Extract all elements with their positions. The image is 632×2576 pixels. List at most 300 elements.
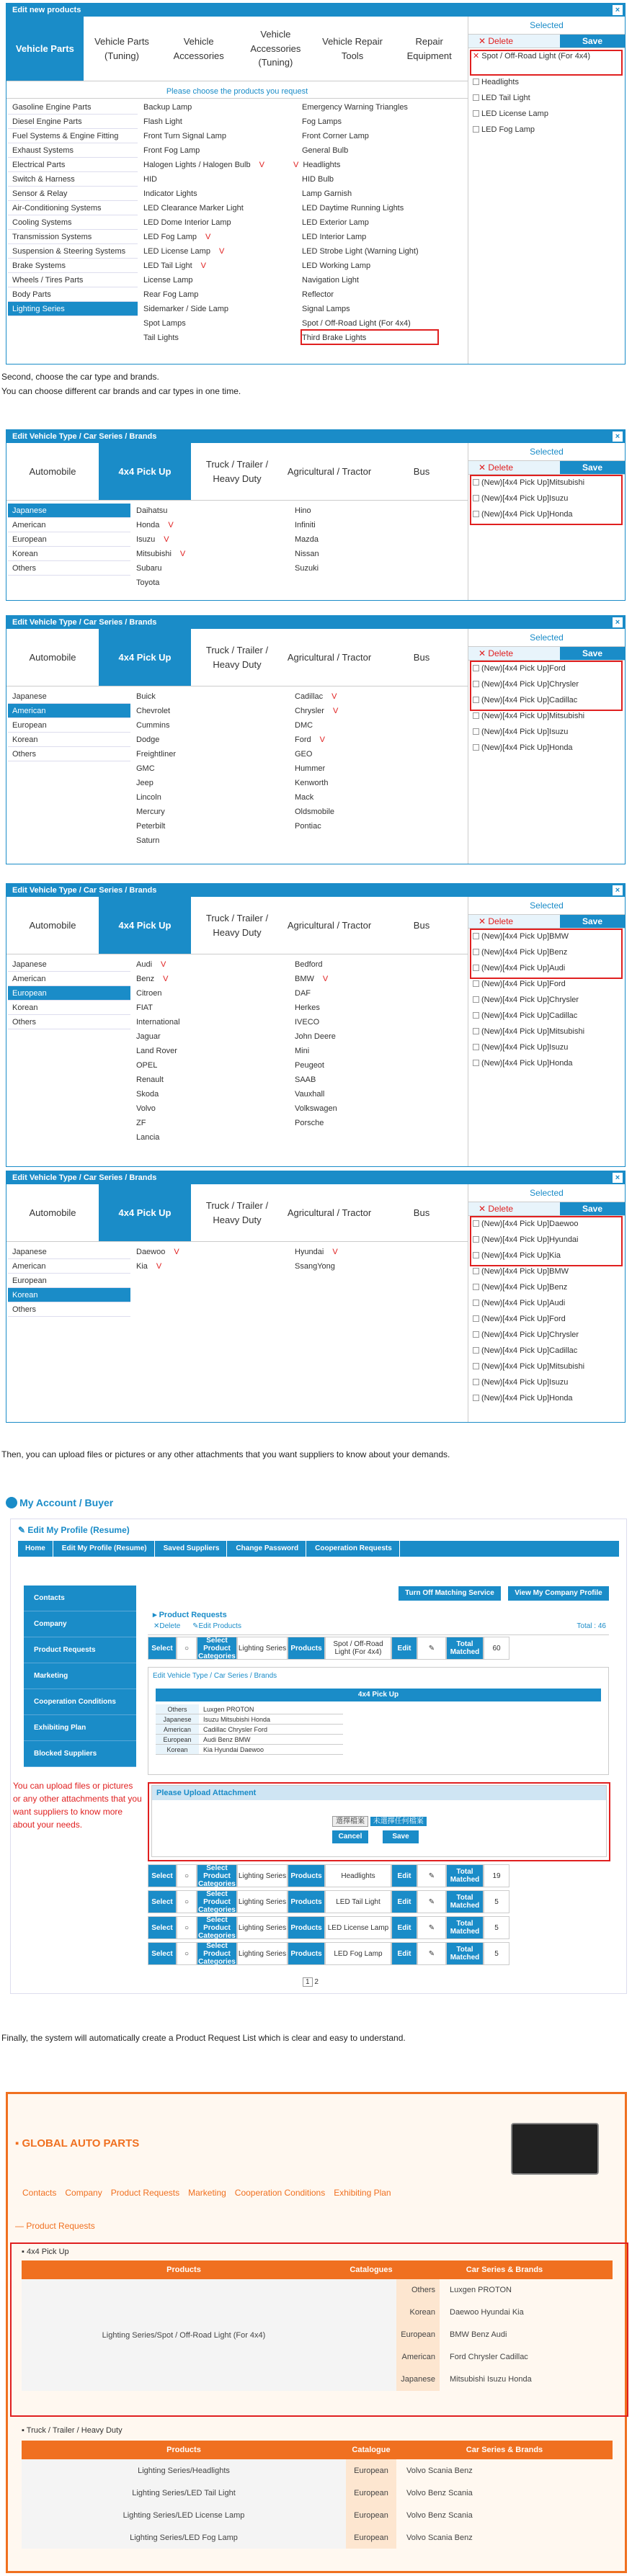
region-item[interactable]: Others <box>8 747 130 761</box>
brand-item[interactable] <box>136 532 288 547</box>
brand-item[interactable] <box>136 833 288 848</box>
brand-item[interactable] <box>136 689 288 704</box>
brand-item[interactable] <box>136 1116 288 1130</box>
close-icon[interactable]: × <box>613 5 623 15</box>
product-item[interactable] <box>143 215 302 230</box>
product-item[interactable] <box>302 115 468 129</box>
brand-label: Freightliner <box>136 750 177 759</box>
checkbox[interactable] <box>473 79 479 85</box>
select-categories-button[interactable]: Select Product Categories <box>197 1890 237 1913</box>
product-requests-heading: Product Requests <box>26 2221 95 2231</box>
brand-item[interactable] <box>136 1087 288 1101</box>
product-item[interactable] <box>302 230 468 244</box>
category-tabs <box>6 17 468 81</box>
product-item[interactable] <box>143 259 302 273</box>
tab-vehicle-type[interactable]: Agricultural / Tractor <box>287 1207 372 1218</box>
selected-item[interactable] <box>468 1343 625 1359</box>
region-item[interactable]: American <box>8 704 130 718</box>
brand-item[interactable] <box>295 733 446 747</box>
brand-item[interactable] <box>295 819 446 833</box>
upload-callout: You can upload files or pictures or any other attachments that you want suppliers to know more about your needs. <box>13 1781 142 1830</box>
tab-vehicle-type[interactable]: Bus <box>413 919 430 931</box>
product-label: HID <box>143 175 157 184</box>
edit-button[interactable]: Edit <box>391 1637 417 1660</box>
product-item[interactable] <box>302 287 468 302</box>
category-item[interactable]: Brake Systems <box>8 259 138 273</box>
region-item[interactable]: European <box>8 1274 130 1288</box>
category-item[interactable]: Fuel Systems & Engine Fitting <box>8 129 138 143</box>
delete-button[interactable]: ✕ Delete <box>479 648 514 658</box>
region-item[interactable]: Korean <box>8 1001 130 1015</box>
product-item[interactable] <box>302 172 468 187</box>
tab-vehicle-type[interactable]: 4x4 Pick Up <box>99 629 191 686</box>
product-item[interactable] <box>302 302 468 316</box>
brand-item[interactable] <box>136 790 288 805</box>
category-item[interactable]: Transmission Systems <box>8 230 138 244</box>
brand-item[interactable] <box>295 986 446 1001</box>
product-item[interactable] <box>302 215 468 230</box>
product-item[interactable] <box>293 158 468 172</box>
checkbox[interactable] <box>473 1347 479 1354</box>
brand-item[interactable] <box>136 1044 288 1058</box>
selected-item[interactable] <box>468 1008 625 1024</box>
category-item[interactable]: Wheels / Tires Parts <box>8 273 138 287</box>
selected-label: (New)[4x4 Pick Up]Ford <box>481 980 566 988</box>
brand-item[interactable] <box>136 547 288 561</box>
total-matched-label: Total Matched <box>446 1637 484 1660</box>
edit-products-link[interactable]: ✎Edit Products <box>192 1622 241 1630</box>
tab-vehicle-type[interactable]: Automobile <box>29 465 76 477</box>
brand-item[interactable] <box>136 819 288 833</box>
tab-vehicle-type[interactable]: Bus <box>413 1207 430 1218</box>
selected-item[interactable] <box>468 1039 625 1055</box>
checkbox[interactable] <box>473 1363 479 1369</box>
remove-icon[interactable]: ✕ <box>473 52 482 61</box>
select-button[interactable]: Select <box>148 1864 177 1887</box>
total-matched-label: Total Matched <box>446 1916 484 1939</box>
tab-vehicle-type[interactable]: Bus <box>413 465 430 477</box>
product-item[interactable] <box>143 287 302 302</box>
brand-item[interactable] <box>295 704 446 718</box>
save-button[interactable]: Save <box>560 35 625 48</box>
company-nav-item[interactable]: Cooperation Conditions <box>234 2188 326 2198</box>
tab-vehicle-type[interactable]: 4x4 Pick Up <box>99 1184 191 1241</box>
brand-item[interactable] <box>136 576 288 590</box>
category-item[interactable]: Air-Conditioning Systems <box>8 201 138 215</box>
nav-item[interactable]: Change Password <box>228 1541 306 1557</box>
selected-label: (New)[4x4 Pick Up]Cadillac <box>481 696 578 705</box>
brand-label: ZF <box>136 1119 146 1127</box>
category-item[interactable]: Body Parts <box>8 287 138 302</box>
region-item[interactable]: American <box>8 972 130 986</box>
selected-item[interactable] <box>468 1359 625 1374</box>
select-button[interactable]: Select <box>148 1916 177 1939</box>
brand-item[interactable] <box>295 1101 446 1116</box>
checkbox[interactable] <box>473 126 479 133</box>
close-icon[interactable]: × <box>613 1173 623 1183</box>
region-item[interactable]: American <box>8 1259 130 1274</box>
product-label: License Lamp <box>143 276 193 285</box>
selected-item[interactable] <box>468 1374 625 1390</box>
region-item[interactable]: Others <box>8 1015 130 1029</box>
brand-item[interactable] <box>136 504 288 518</box>
region-item[interactable]: Japanese <box>8 957 130 972</box>
selected-item[interactable] <box>468 106 625 122</box>
tab-vehicle-accessories-tuning[interactable]: Vehicle Accessories (Tuning) <box>250 29 301 68</box>
checkbox[interactable]: ○ <box>177 1942 197 1965</box>
selected-label: (New)[4x4 Pick Up]Benz <box>481 1283 568 1292</box>
selected-item[interactable] <box>468 1327 625 1343</box>
brand-item[interactable] <box>136 1130 288 1145</box>
product-item[interactable] <box>302 316 468 331</box>
product-requests-heading: ▸ Product Requests <box>153 1611 227 1619</box>
product-item[interactable] <box>302 201 468 215</box>
checkbox[interactable] <box>473 1395 479 1401</box>
brand-item[interactable] <box>295 1073 446 1087</box>
category-item[interactable]: Exhaust Systems <box>8 143 138 158</box>
product-item[interactable] <box>302 244 468 259</box>
brand-item[interactable] <box>136 1001 288 1015</box>
edit-button[interactable]: Edit <box>391 1942 417 1965</box>
selected-item[interactable] <box>468 1390 625 1406</box>
select-categories-button[interactable]: Select Product Categories <box>197 1637 237 1660</box>
brand-item[interactable] <box>295 532 446 547</box>
company-nav-item[interactable]: Product Requests <box>110 2188 180 2198</box>
checkbox[interactable] <box>473 712 479 719</box>
brand-item[interactable] <box>295 1058 446 1073</box>
selected-item[interactable] <box>468 90 625 106</box>
page-1[interactable]: 1 <box>303 1977 313 1987</box>
brand-item[interactable] <box>136 733 288 747</box>
checkbox[interactable]: ○ <box>177 1864 197 1887</box>
checkbox[interactable] <box>473 980 479 987</box>
checkbox[interactable] <box>473 1012 479 1019</box>
brand-item[interactable] <box>295 1259 446 1274</box>
product-item[interactable] <box>143 158 302 172</box>
brand-item[interactable] <box>136 805 288 819</box>
checkbox[interactable] <box>473 1284 479 1290</box>
tab-vehicle-repair-tools[interactable]: Vehicle Repair Tools <box>322 36 383 61</box>
close-icon[interactable]: × <box>613 617 623 627</box>
tab-vehicle-type[interactable]: Automobile <box>29 919 76 931</box>
save-button[interactable]: Save <box>560 461 625 474</box>
selected-item[interactable] <box>468 74 625 90</box>
close-icon[interactable]: × <box>613 885 623 895</box>
nav-item[interactable]: Edit My Profile (Resume) <box>55 1541 155 1557</box>
brand-item[interactable] <box>295 1015 446 1029</box>
region-item[interactable]: American <box>8 518 130 532</box>
view-company-profile-button[interactable]: View My Company Profile <box>508 1586 609 1601</box>
product-item[interactable] <box>302 129 468 143</box>
checkbox[interactable] <box>473 1060 479 1066</box>
brand-item[interactable] <box>295 805 446 819</box>
product-item[interactable] <box>143 273 302 287</box>
edit-vehicle-link[interactable]: Edit Vehicle Type / Car Series / Brands <box>153 1672 277 1680</box>
tab-vehicle-type[interactable]: Truck / Trailer / Heavy Duty <box>205 913 269 938</box>
selected-label: (New)[4x4 Pick Up]Honda <box>481 1394 573 1403</box>
select-categories-button[interactable]: Select Product Categories <box>197 1916 237 1939</box>
selected-item[interactable] <box>468 1024 625 1039</box>
sidebar-item[interactable]: Company <box>24 1611 136 1637</box>
edit-icon[interactable]: ✎ <box>417 1864 446 1887</box>
selected-item[interactable] <box>468 1279 625 1295</box>
sidebar-item[interactable]: Blocked Suppliers <box>24 1741 136 1767</box>
brand-item[interactable] <box>136 957 288 972</box>
brand-label: Jaguar <box>136 1032 161 1041</box>
nav-item[interactable]: Saved Suppliers <box>156 1541 228 1557</box>
vehicle-tabs <box>6 629 468 687</box>
delete-button[interactable]: ✕ Delete <box>479 916 514 926</box>
brand-item[interactable] <box>295 1001 446 1015</box>
brand-item[interactable] <box>295 790 446 805</box>
brand-label: Hino <box>295 506 311 515</box>
delete-button[interactable]: ✕ Delete <box>479 36 514 46</box>
edit-icon[interactable]: ✎ <box>417 1942 446 1965</box>
sidebar-item[interactable]: Cooperation Conditions <box>24 1689 136 1715</box>
company-nav-item[interactable]: Company <box>65 2188 102 2198</box>
tab-vehicle-type[interactable]: Truck / Trailer / Heavy Duty <box>205 645 269 670</box>
category-item[interactable]: Diesel Engine Parts <box>8 115 138 129</box>
region-item[interactable]: Others <box>8 1302 130 1317</box>
brand-item[interactable] <box>136 761 288 776</box>
region-item[interactable]: Japanese <box>8 1245 130 1259</box>
brand-item[interactable] <box>295 1029 446 1044</box>
selected-item[interactable] <box>468 992 625 1008</box>
brand-item[interactable] <box>136 1015 288 1029</box>
product-item[interactable] <box>302 273 468 287</box>
brand-item[interactable] <box>295 761 446 776</box>
brand-item[interactable] <box>136 718 288 733</box>
checkbox[interactable]: ○ <box>177 1890 197 1913</box>
tab-vehicle-type[interactable]: Agricultural / Tractor <box>287 919 372 931</box>
brand-item[interactable] <box>136 776 288 790</box>
brand-item[interactable] <box>295 1044 446 1058</box>
region-item[interactable]: European <box>8 986 130 1001</box>
select-button[interactable]: Select <box>148 1637 177 1660</box>
category-item[interactable]: Switch & Harness <box>8 172 138 187</box>
product-item[interactable] <box>143 100 302 115</box>
brand-label: Vauxhall <box>295 1090 325 1099</box>
account-nav <box>18 1541 619 1557</box>
delete-button[interactable]: ✕ Delete <box>479 462 514 473</box>
brand-item[interactable] <box>295 547 446 561</box>
company-nav-item[interactable]: Exhibiting Plan <box>334 2188 391 2198</box>
category-item[interactable]: Suspension & Steering Systems <box>8 244 138 259</box>
selected-item[interactable] <box>468 724 625 740</box>
tab-vehicle-parts[interactable]: Vehicle Parts <box>6 17 84 81</box>
pickup-header: 4x4 Pick Up <box>156 1689 601 1701</box>
cancel-button[interactable]: Cancel <box>332 1830 368 1843</box>
product-item[interactable] <box>143 230 302 244</box>
brand-item[interactable] <box>295 561 446 576</box>
checkbox[interactable] <box>473 1331 479 1338</box>
company-nav-item[interactable]: Contacts <box>22 2188 57 2198</box>
product-item[interactable] <box>143 316 302 331</box>
product-item[interactable] <box>143 244 302 259</box>
checkbox[interactable] <box>473 1315 479 1322</box>
selected-highlight <box>470 50 623 76</box>
product-item[interactable] <box>143 331 302 345</box>
edit-icon[interactable]: ✎ <box>417 1916 446 1939</box>
checkbox[interactable] <box>473 996 479 1003</box>
turn-off-matching-button[interactable]: Turn Off Matching Service <box>399 1586 501 1601</box>
brand-item[interactable] <box>136 747 288 761</box>
product-item[interactable] <box>302 187 468 201</box>
category-item[interactable]: Gasoline Engine Parts <box>8 100 138 115</box>
brand-label: Dodge <box>136 735 160 744</box>
brand-item[interactable] <box>295 1116 446 1130</box>
brand-item[interactable] <box>295 718 446 733</box>
tab-repair-equipment[interactable]: Repair Equipment <box>406 36 452 61</box>
checkbox[interactable] <box>473 744 479 751</box>
selected-item[interactable] <box>468 1295 625 1311</box>
delete-button[interactable]: ✕ Delete <box>479 1204 514 1214</box>
company-nav-item[interactable]: Marketing <box>188 2188 226 2198</box>
product-item[interactable] <box>302 143 468 158</box>
save-button[interactable]: Save <box>383 1830 419 1843</box>
product-cell: Lighting Series/Headlights <box>22 2459 346 2482</box>
tab-vehicle-type[interactable]: Truck / Trailer / Heavy Duty <box>205 1200 269 1225</box>
nav-item[interactable]: Cooperation Requests <box>308 1541 400 1557</box>
tab-vehicle-type[interactable]: Bus <box>413 651 430 663</box>
tab-vehicle-type[interactable]: Automobile <box>29 651 76 663</box>
checkbox[interactable] <box>473 1268 479 1274</box>
product-label: Reflector <box>302 290 334 299</box>
region-item[interactable]: European <box>8 718 130 733</box>
sidebar-item[interactable]: Contacts <box>24 1586 136 1611</box>
checkbox[interactable] <box>473 94 479 101</box>
brand-item[interactable] <box>295 504 446 518</box>
checkbox[interactable] <box>473 1044 479 1050</box>
product-item[interactable] <box>143 129 302 143</box>
matched-count: 5 <box>484 1942 509 1965</box>
selected-highlight <box>470 475 623 525</box>
select-categories-button[interactable]: Select Product Categories <box>197 1864 237 1887</box>
save-button[interactable]: Save <box>560 915 625 928</box>
selected-item[interactable] <box>468 1311 625 1327</box>
checkbox[interactable]: ○ <box>177 1916 197 1939</box>
brand-item[interactable] <box>295 972 446 986</box>
checkbox[interactable] <box>473 1028 479 1034</box>
brand-item[interactable] <box>295 518 446 532</box>
brand-item[interactable] <box>136 986 288 1001</box>
delete-link[interactable]: ✕Delete <box>153 1622 181 1630</box>
brand-item[interactable] <box>136 1073 288 1087</box>
brand-label: Saturn <box>136 836 160 845</box>
selected-item[interactable] <box>468 1055 625 1071</box>
selected-label: LED License Lamp <box>481 109 548 118</box>
product-item[interactable] <box>143 302 302 316</box>
tab-vehicle-type[interactable]: Truck / Trailer / Heavy Duty <box>205 459 269 484</box>
brand-item[interactable] <box>295 1087 446 1101</box>
tab-vehicle-type[interactable]: Automobile <box>29 1207 76 1218</box>
brand-item[interactable] <box>136 1245 288 1259</box>
brand-item[interactable] <box>295 689 446 704</box>
edit-button[interactable]: Edit <box>391 1916 417 1939</box>
select-categories-button[interactable]: Select Product Categories <box>197 1942 237 1965</box>
edit-icon[interactable]: ✎ <box>417 1890 446 1913</box>
edit-icon[interactable]: ✎ <box>417 1637 446 1660</box>
tab-vehicle-type[interactable]: 4x4 Pick Up <box>99 443 191 500</box>
save-button[interactable]: Save <box>560 1202 625 1215</box>
region-item[interactable]: Japanese <box>8 689 130 704</box>
page-2[interactable]: 2 <box>314 1978 319 1986</box>
brand-item[interactable] <box>136 1101 288 1116</box>
brand-item[interactable] <box>136 972 288 986</box>
product-label: LED Exterior Lamp <box>302 218 369 227</box>
brand-item[interactable] <box>295 957 446 972</box>
sidebar-item[interactable]: Marketing <box>24 1663 136 1689</box>
product-item[interactable] <box>143 115 302 129</box>
product-item[interactable] <box>143 172 302 187</box>
selected-item[interactable] <box>468 122 625 138</box>
close-icon[interactable]: × <box>613 431 623 442</box>
product-item[interactable] <box>143 187 302 201</box>
region-item[interactable]: Korean <box>8 547 130 561</box>
tab-vehicle-type[interactable]: Agricultural / Tractor <box>287 651 372 663</box>
brand-item[interactable] <box>136 561 288 576</box>
brand-item[interactable] <box>136 1259 288 1274</box>
section-title: ▪ 4x4 Pick Up <box>22 2248 69 2256</box>
checkbox[interactable] <box>473 110 479 117</box>
product-item[interactable] <box>302 259 468 273</box>
brand-item[interactable] <box>136 518 288 532</box>
checkbox[interactable]: ○ <box>177 1637 197 1660</box>
brand-column <box>136 504 288 590</box>
sidebar-item[interactable]: Product Requests <box>24 1637 136 1663</box>
brands-cell <box>396 2324 613 2346</box>
checkbox[interactable] <box>473 1379 479 1385</box>
selected-label: Spot / Off-Road Light (For 4x4) <box>481 52 591 61</box>
select-button[interactable]: Select <box>148 1890 177 1913</box>
edit-button[interactable]: Edit <box>391 1890 417 1913</box>
choose-file-button[interactable]: 選擇檔案 <box>332 1816 368 1827</box>
brand-item[interactable] <box>136 1058 288 1073</box>
tab-vehicle-type[interactable]: Agricultural / Tractor <box>287 465 372 477</box>
brand-label: SsangYong <box>295 1262 335 1271</box>
brand-item[interactable] <box>295 776 446 790</box>
select-button[interactable]: Select <box>148 1942 177 1965</box>
brand-item[interactable] <box>136 1029 288 1044</box>
category-item[interactable]: Sensor & Relay <box>8 187 138 201</box>
tab-vehicle-type[interactable]: 4x4 Pick Up <box>99 897 191 954</box>
tab-vehicle-parts-tuning[interactable]: Vehicle Parts (Tuning) <box>94 36 149 61</box>
checkbox[interactable] <box>473 1300 479 1306</box>
brand-item[interactable] <box>136 704 288 718</box>
edit-button[interactable]: Edit <box>391 1864 417 1887</box>
save-button[interactable]: Save <box>560 647 625 660</box>
tab-vehicle-accessories[interactable]: Vehicle Accessories <box>173 36 224 61</box>
product-item[interactable] <box>143 201 302 215</box>
product-item[interactable] <box>143 143 302 158</box>
sidebar-item[interactable]: Exhibiting Plan <box>24 1715 136 1741</box>
category-item[interactable]: Lighting Series <box>8 302 138 316</box>
region-item[interactable]: European <box>8 532 130 547</box>
region-item[interactable]: Korean <box>8 1288 130 1302</box>
selected-item[interactable] <box>468 740 625 756</box>
category-item[interactable]: Cooling Systems <box>8 215 138 230</box>
brand-item[interactable] <box>295 1245 446 1259</box>
region-item[interactable]: Japanese <box>8 504 130 518</box>
region-list <box>8 689 130 761</box>
brand-item[interactable] <box>295 747 446 761</box>
checkbox[interactable] <box>473 728 479 735</box>
product-item[interactable] <box>302 100 468 115</box>
region-item[interactable]: Others <box>8 561 130 576</box>
category-item[interactable]: Electrical Parts <box>8 158 138 172</box>
nav-item[interactable]: Home <box>18 1541 53 1557</box>
region-item[interactable]: Korean <box>8 733 130 747</box>
